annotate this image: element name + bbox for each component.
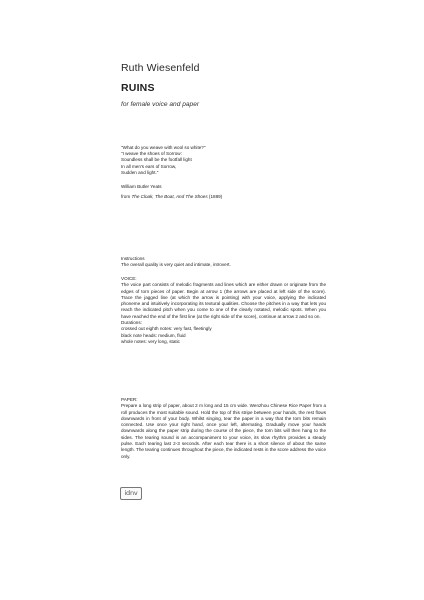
poem-source-prefix: from — [121, 194, 132, 199]
poem-line: Sudden and light." — [121, 169, 159, 175]
instructions-heading: Instructions — [121, 256, 145, 261]
poem-line: In all men's ears of Sorrow, — [121, 163, 177, 169]
composer-name: Ruth Wiesenfeld — [121, 62, 200, 74]
work-subtitle: for female voice and paper — [121, 101, 200, 108]
poem-source-title: The Cloak, The Boat, And The Shoes — [131, 194, 208, 199]
duration-item: crossed out eighth notes: very fast, fleetingly — [121, 326, 212, 332]
voice-body: The voice part consists of melodic fragments and lines which are either drawn or originate from the edges of torn pieces of paper. Begin at arrow 1 (the arrows are placed at left side of the score). Trace the jagged line (at which the arrow is pointing) with your voice, applying the indicated phoneme and intuitively incorporating its textural qualities. Choose the pitches in a way that lets you reach the indicated pitch when you come to one of the clearly notated, melodic spots. When you have reached the end of the first line (at the right side of the score), continue at arrow 2 and so on. — [121, 282, 326, 319]
paper-body: Prepare a long strip of paper, about 2 m long and 15 cm wide. Wenzhou Chinese Rice Paper from a roll produces the most suitable sound. Hold the top of this stripe between your hands, the rest flows downwards in front of your body. Whilst singing, tear the paper in a way that the torn bits remain connected. Use once your right hand, once your left, alternating. Gradually move your hands downwards along the paper strip during the course of the piece, the torn bits will then hang to the sides. The tearing sound is an accompaniment to your voice, its slow rhythm provides a steady pulse. Each tearing last 2-3 seconds. After each tear there is a short silence of about the same length. The tearing continues throughout the piece, the indicated rests in the score address the voice only. — [121, 403, 326, 459]
paper-heading: PAPER: — [121, 397, 138, 402]
poem-source — [121, 194, 222, 199]
durations-list — [121, 326, 326, 345]
voice-heading: VOICE: — [121, 276, 137, 281]
poem-line: Soundless shall be the footfall light — [121, 157, 192, 163]
publisher-logo: idnv — [120, 487, 142, 500]
voice-section — [121, 276, 326, 345]
paper-section — [121, 397, 326, 460]
instructions-intro: The overall quality is very quiet and intimate, introvert. — [121, 262, 231, 268]
poem-line: "I weave the shoes of Sorrow: — [121, 151, 182, 157]
instructions-section — [121, 256, 326, 269]
poem-line: "What do you weave with wool so white?" — [121, 145, 206, 150]
duration-item: black note heads: medium, fluid — [121, 332, 186, 338]
duration-item: whole notes: very long, static — [121, 338, 180, 344]
poem-author: William Butler Yeats — [121, 184, 162, 189]
work-title: RUINS — [121, 82, 155, 94]
poem-source-year: (1889) — [207, 194, 223, 199]
durations-heading: Durations: — [121, 320, 142, 326]
poem-epigraph — [121, 145, 205, 176]
